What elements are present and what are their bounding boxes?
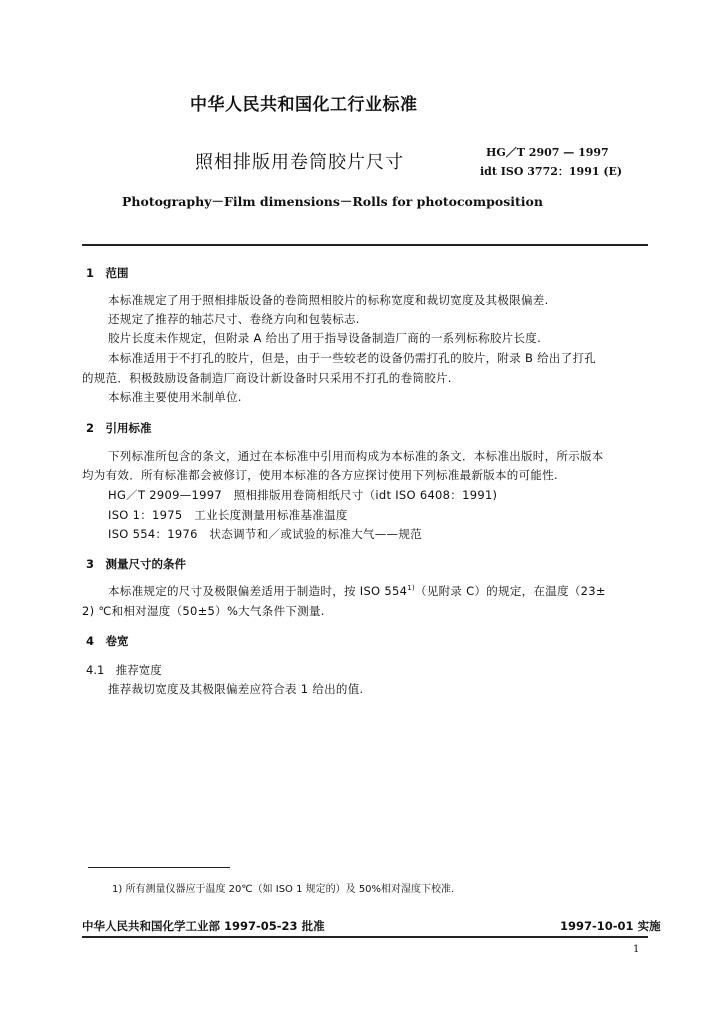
- header-rule: [82, 244, 648, 246]
- section-1-para-3: 胶片长度未作规定，但附录 A 给出了用于指导设备制造厂商的一系列标称胶片长度.: [108, 331, 542, 345]
- section-1-heading: 1 范围: [86, 266, 129, 280]
- section-1-para-5: 本标准主要使用米制单位.: [108, 390, 242, 404]
- section-4-heading: 4 卷宽: [86, 634, 129, 648]
- section-3-para-1a-post: （见附录 C）的规定，在温度（23±: [415, 584, 606, 598]
- section-3-para-1a-pre: 本标准规定的尺寸及极限偏差适用于制造时，按 ISO 554: [108, 584, 408, 598]
- reference-2: ISO 1：1975 工业长度测量用标准基准温度: [108, 508, 348, 522]
- section-4-1-para-1: 推荐裁切宽度及其极限偏差应符合表 1 给出的值.: [108, 682, 364, 696]
- standard-number: HG／T 2907 — 1997: [486, 146, 609, 159]
- footnote: 1) 所有测量仪器应于温度 20℃（如 ISO 1 规定的）及 50%相对湿度下校准.: [112, 884, 455, 895]
- section-4-1-heading: 4.1 推荐宽度: [86, 663, 162, 677]
- english-title: Photography－Film dimensions－Rolls for photocomposition: [122, 194, 543, 209]
- section-3-heading: 3 测量尺寸的条件: [86, 557, 187, 571]
- issuer-line: 中华人民共和国化学工业部 1997-05-23 批准: [82, 919, 325, 933]
- idt-line: idt ISO 3772：1991 (E): [480, 165, 623, 178]
- section-2-para-1a: 下列标准所包含的条文，通过在本标准中引用而构成为本标准的条文．本标准出版时，所示版本: [108, 449, 604, 463]
- section-3-para-1b: 2) ℃和相对湿度（50±5）%大气条件下测量.: [82, 604, 325, 618]
- section-3-para-1a: [108, 583, 606, 599]
- section-1-para-4b: 的规范．积极鼓励设备制造厂商设计新设备时只采用不打孔的卷筒胶片.: [82, 371, 452, 385]
- section-1-para-4a: 本标准适用于不打孔的胶片，但是，由于一些较老的设备仍需打孔的胶片，附录 B 给出了打孔: [108, 351, 597, 365]
- section-2-heading: 2 引用标准: [86, 421, 152, 435]
- footer-rule: [82, 936, 648, 938]
- section-1-para-1: 本标准规定了用于照相排版设备的卷筒照相胶片的标称宽度和裁切宽度及其极限偏差.: [108, 293, 549, 307]
- effective-date: 1997-10-01 实施: [560, 919, 661, 933]
- footnote-ref: 1): [407, 584, 415, 593]
- reference-1: HG／T 2909—1997 照相排版用卷筒相纸尺寸（idt ISO 6408：1991): [108, 488, 498, 502]
- page-number: 1: [633, 944, 640, 955]
- reference-3: ISO 554：1976 状态调节和／或试验的标准大气——规范: [108, 527, 422, 541]
- org-title: 中华人民共和国化工行业标准: [190, 95, 418, 115]
- section-2-para-1b: 均为有效．所有标准都会被修订，使用本标准的各方应探讨使用下列标准最新版本的可能性.: [82, 468, 558, 482]
- section-1-para-2: 还规定了推荐的轴芯尺寸、卷绕方向和包装标志.: [108, 312, 360, 326]
- doc-title: 照相排版用卷筒胶片尺寸: [195, 152, 404, 173]
- footnote-rule: [88, 867, 230, 868]
